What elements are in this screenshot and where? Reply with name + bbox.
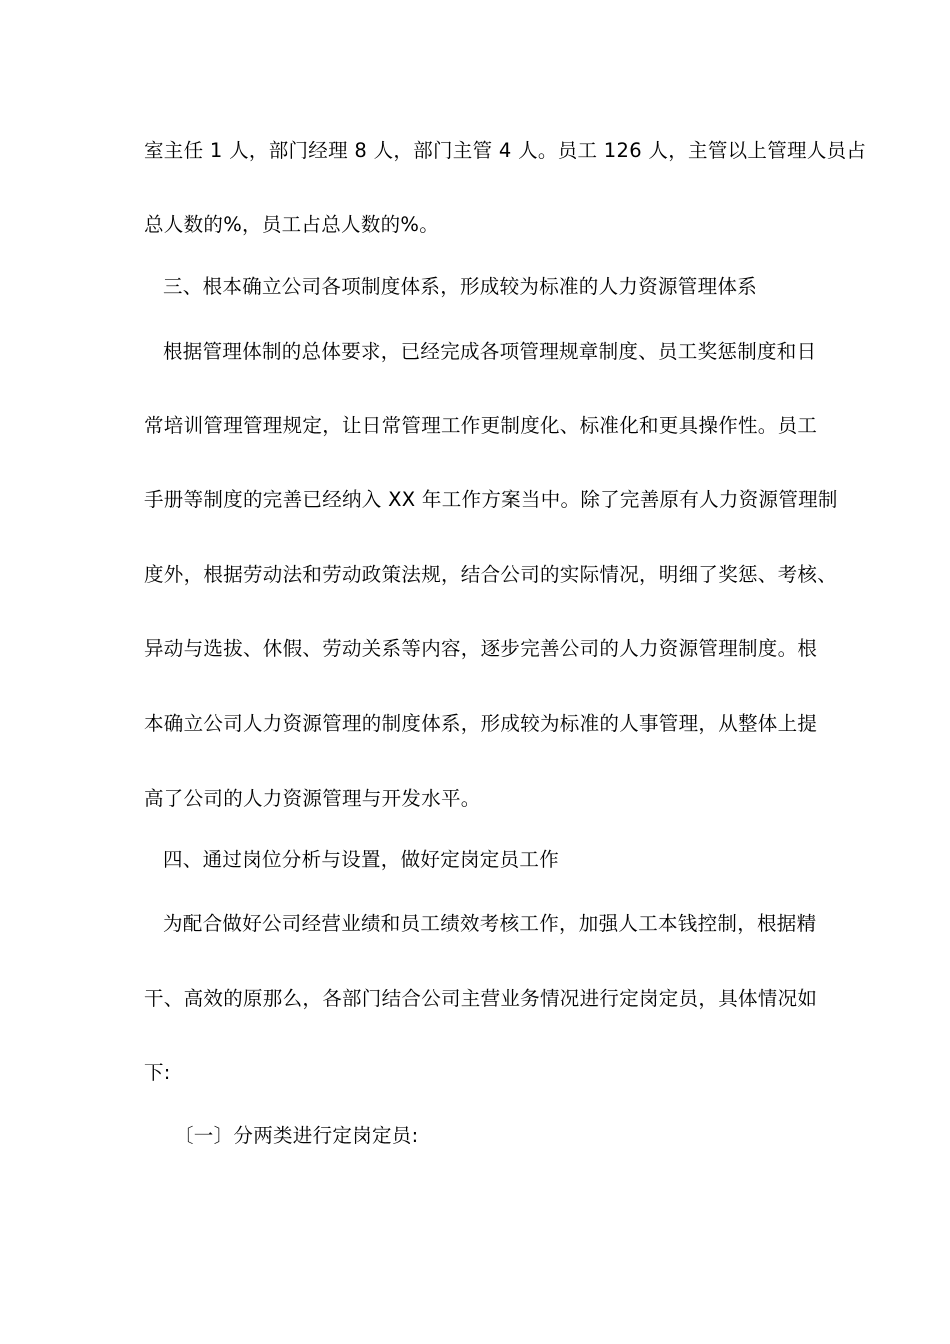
paragraph-line: 干、高效的原那么，各部门结合公司主营业务情况进行定岗定员，具体情况如 (144, 987, 818, 1010)
paragraph-line: 总人数的%，员工占总人数的%。 (144, 213, 440, 236)
paragraph-line: 高了公司的人力资源管理与开发水平。 (144, 787, 481, 810)
subsection-heading: 〔一〕分两类进行定岗定员: (174, 1124, 419, 1147)
paragraph-line: 室主任 1 人，部门经理 8 人，部门主管 4 人。员工 126 人，主管以上管理人员占 (144, 139, 867, 162)
paragraph-line: 手册等制度的完善已经纳入 XX 年工作方案当中。除了完善原有人力资源管理制 (144, 488, 838, 511)
paragraph-line: 异动与选拔、休假、劳动关系等内容，逐步完善公司的人力资源管理制度。根 (144, 637, 818, 660)
paragraph-line: 本确立公司人力资源管理的制度体系，形成较为标准的人事管理，从整体上提 (144, 712, 818, 735)
section-heading-4: 四、通过岗位分析与设置，做好定岗定员工作 (163, 848, 560, 871)
paragraph-line: 度外，根据劳动法和劳动政策法规，结合公司的实际情况，明细了奖惩、考核、 (144, 563, 838, 586)
paragraph-line: 根据管理体制的总体要求，已经完成各项管理规章制度、员工奖惩制度和日 (163, 340, 817, 363)
paragraph-line: 常培训管理管理规定，让日常管理工作更制度化、标准化和更具操作性。员工 (144, 414, 818, 437)
section-heading-3: 三、根本确立公司各项制度体系，形成较为标准的人力资源管理体系 (163, 275, 758, 298)
paragraph-line: 下: (144, 1061, 171, 1084)
paragraph-line: 为配合做好公司经营业绩和员工绩效考核工作，加强人工本钱控制，根据精 (163, 912, 817, 935)
